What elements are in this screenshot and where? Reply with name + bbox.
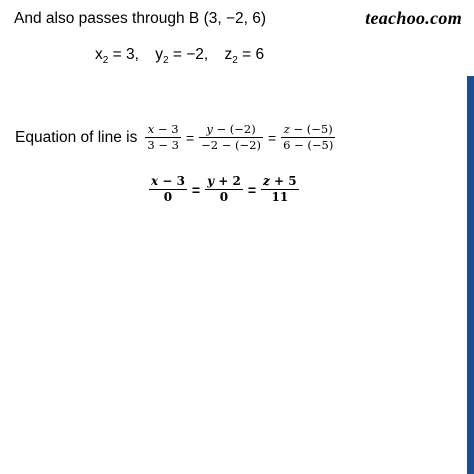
- z2-value: = 6: [237, 46, 265, 63]
- result-x-num: − 3: [158, 174, 185, 188]
- x2-label: x: [95, 46, 103, 63]
- line-equation: [15, 122, 338, 153]
- accent-bar: [467, 76, 474, 474]
- fraction-z: [281, 122, 335, 153]
- result-y-num: + 2: [214, 174, 241, 188]
- equals-sign: =: [247, 181, 257, 198]
- fraction-y-num: − (−2): [212, 122, 256, 136]
- z2-subscript: 2: [232, 55, 238, 67]
- x2-subscript: 2: [102, 55, 109, 67]
- result-fraction-z: [261, 174, 299, 205]
- result-z-var: z: [263, 174, 270, 188]
- equals-sign: =: [267, 129, 277, 146]
- fraction-y-den: −2 − (−2): [201, 138, 261, 152]
- y2-value: = −2,: [168, 46, 209, 63]
- fraction-z-var: z: [283, 122, 290, 136]
- fraction-x: [145, 122, 181, 153]
- teachoo-logo: teachoo.com: [365, 8, 462, 28]
- fraction-x-num: − 3: [154, 122, 179, 136]
- fraction-y-var: y: [206, 122, 213, 136]
- heading-text: And also passes through B (3, −2, 6): [14, 10, 267, 27]
- result-y-var: y: [207, 174, 215, 188]
- fraction-z-num: − (−5): [289, 122, 333, 136]
- equals-sign: =: [185, 129, 195, 146]
- result-x-var: x: [151, 174, 159, 188]
- result-z-den: 11: [271, 190, 289, 204]
- fraction-x-var: x: [147, 122, 155, 136]
- y2-label: y: [155, 46, 163, 63]
- z2-label: z: [224, 46, 233, 63]
- y2-subscript: 2: [162, 55, 169, 67]
- result-z-num: + 5: [269, 174, 297, 188]
- result-y-den: 0: [219, 190, 229, 204]
- x2-value: = 3,: [108, 46, 139, 63]
- equation-lead-text: Equation of line is: [15, 128, 138, 146]
- result-x-den: 0: [163, 190, 173, 204]
- fraction-x-den: 3 − 3: [147, 138, 179, 152]
- result-fraction-y: [205, 174, 243, 205]
- equals-sign: =: [191, 181, 201, 198]
- fraction-y: [199, 122, 263, 153]
- simplified-equation: [146, 174, 302, 205]
- coordinate-values: [95, 46, 264, 66]
- fraction-z-den: 6 − (−5): [283, 138, 334, 152]
- result-fraction-x: [149, 174, 187, 205]
